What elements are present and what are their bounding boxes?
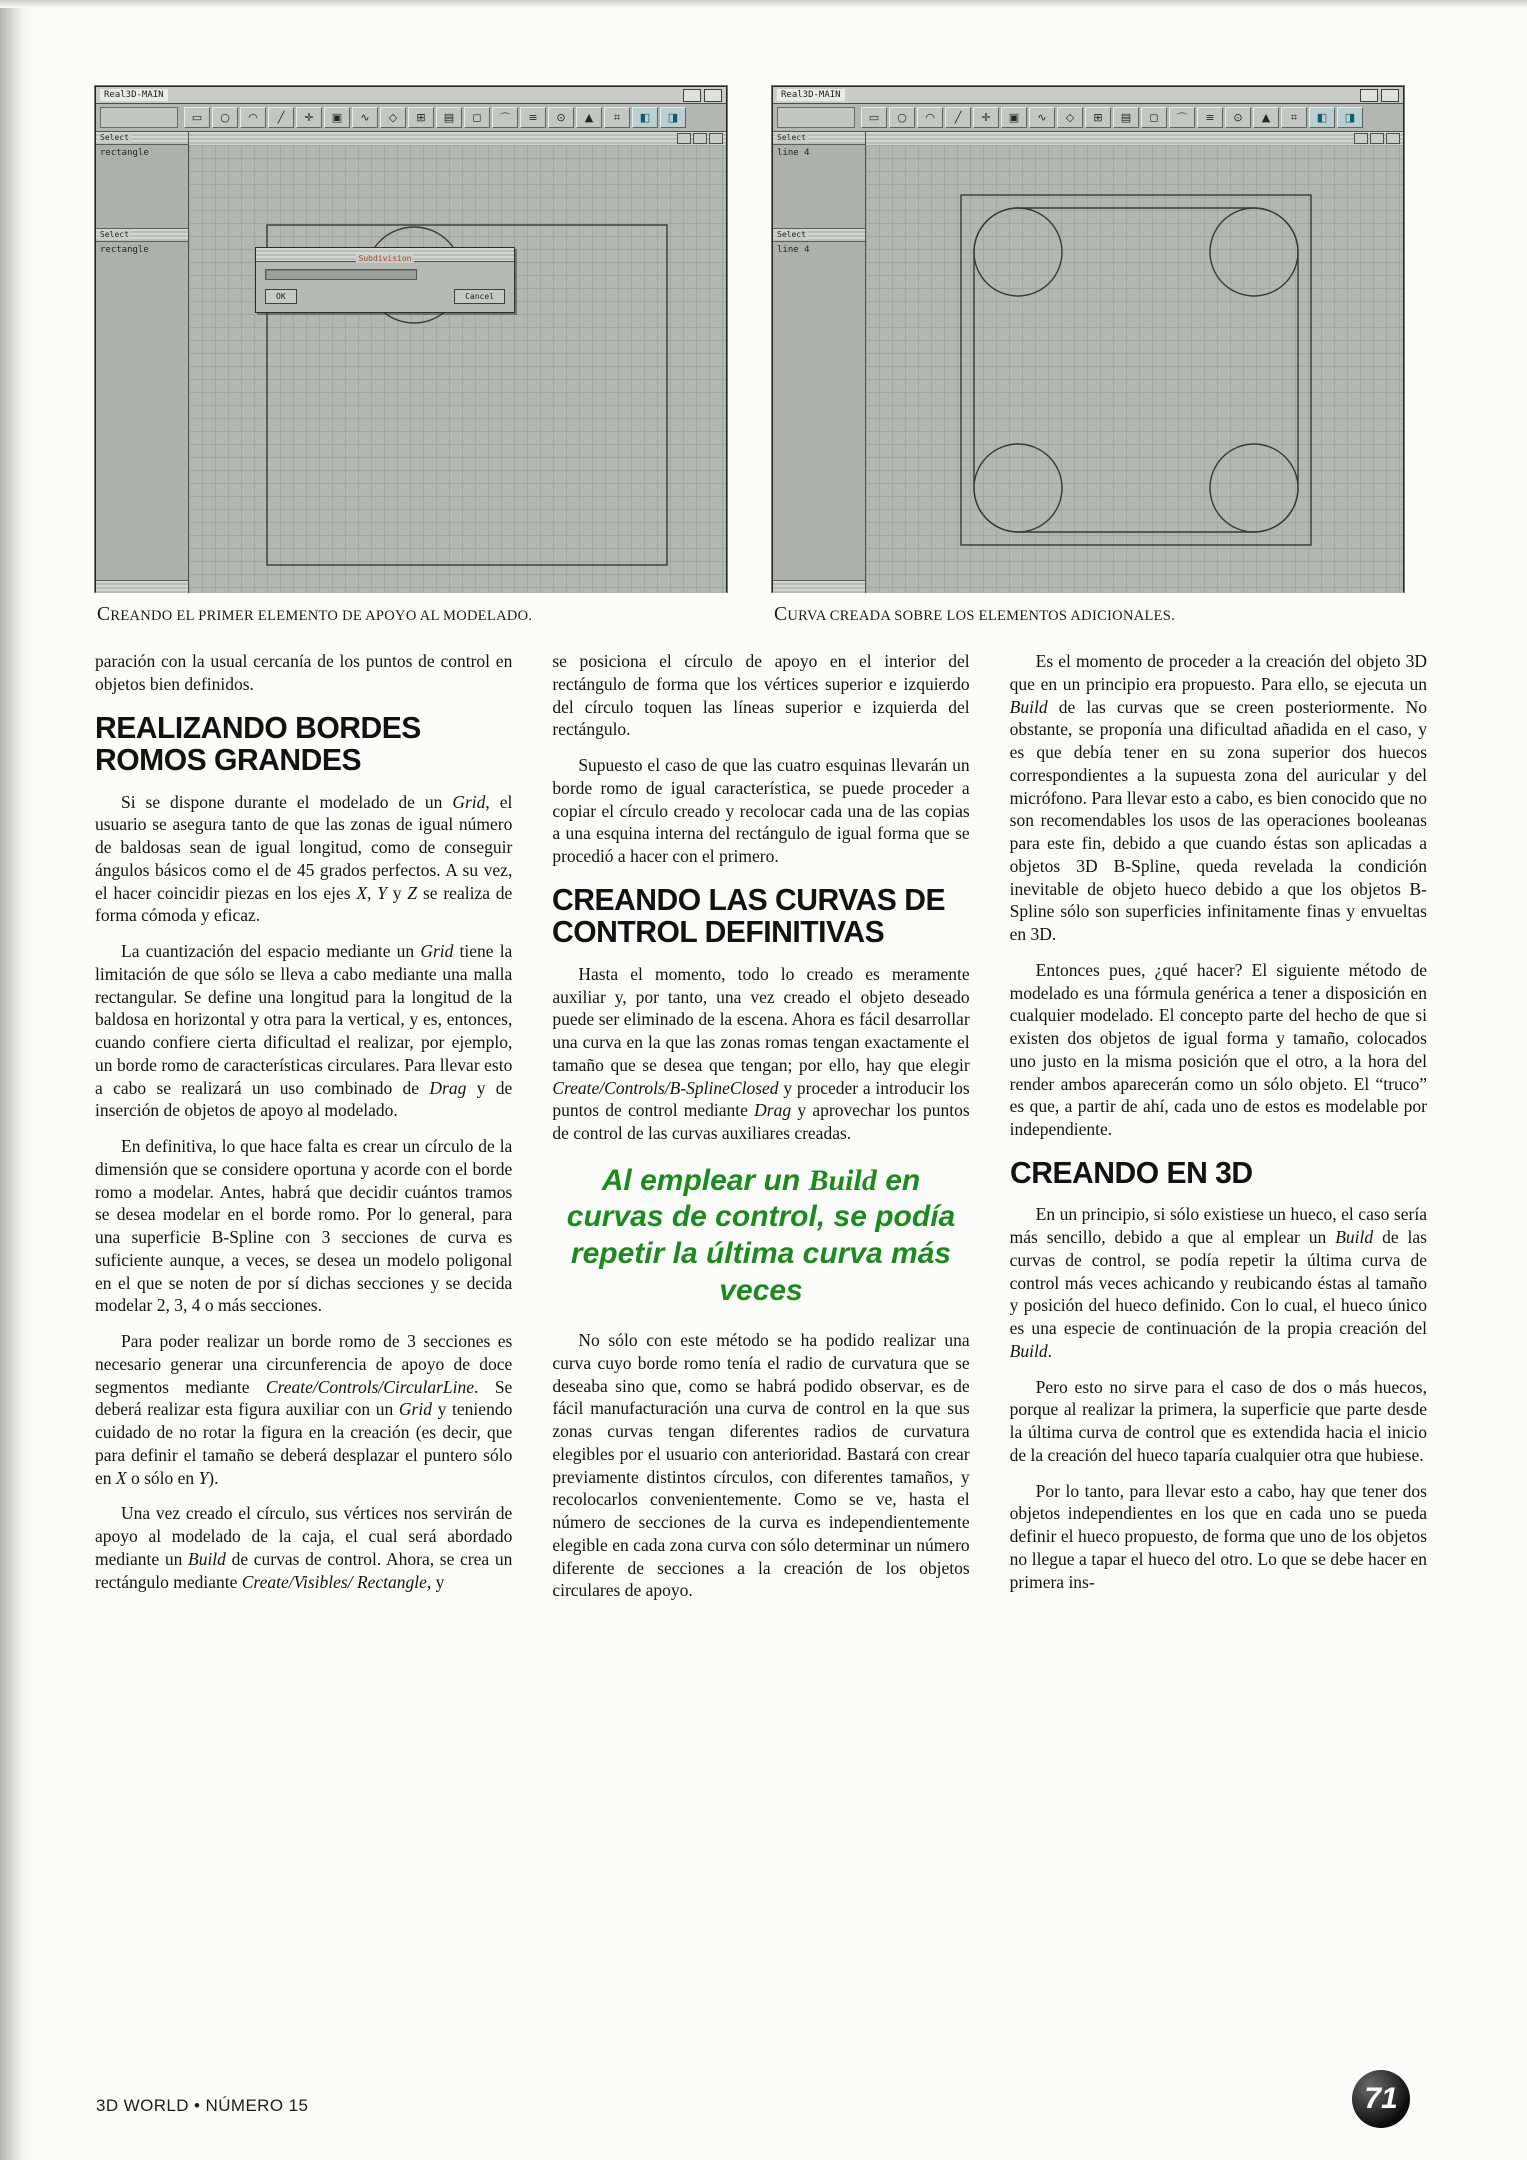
dialog-ok-button: OK bbox=[265, 289, 297, 304]
viewport-gadget-icon bbox=[677, 133, 691, 144]
viewport-gadget-icon bbox=[693, 133, 707, 144]
sidebar bbox=[773, 132, 866, 593]
window-title: Real3D-MAIN bbox=[100, 89, 168, 101]
toolbar-icon: ◇ bbox=[1057, 107, 1083, 128]
viewport bbox=[189, 132, 726, 593]
screenshot-right-window bbox=[772, 86, 1404, 592]
paragraph: Una vez creado el círculo, sus vértices nos servirán de apoyo al modelado de la caja, el cual será abordado mediante un Build de curvas de control. Ahora, se crea un rectángulo mediante Create/Visibles/ Rectangle, y bbox=[95, 1503, 513, 1592]
pull-quote: Al emplear un Build en curvas de control, se podía repetir la última curva más veces bbox=[566, 1163, 956, 1307]
paragraph: Hasta el momento, todo lo creado es meramente auxiliar y, por tanto, una vez creado el objeto deseado puede ser eliminado de la escena. Ahora es fácil desarrollar una curva en la que las zonas romas tengan exactamente el tamaño que se desea que tengan; por ello, hay que elegir Create/Controls/B-SplineClosed y proceder a introducir los puntos de control mediante Drag y aprovechar los puntos de control de las curvas auxiliares creadas. bbox=[552, 963, 970, 1144]
panel-bottom-bar bbox=[96, 580, 188, 593]
panel-item: line 4 bbox=[777, 148, 810, 158]
toolbar-icon: ≡ bbox=[1197, 107, 1223, 128]
toolbar-icon: ≡ bbox=[520, 107, 546, 128]
dialog-window bbox=[255, 247, 515, 313]
paragraph: No sólo con este método se ha podido realizar una curva cuyo borde romo tenía el radio de curvatura que se deseaba sino que, como se habrá podido observar, es de fácil manufacturación una curva de control en la que sus zonas curvas tengan diferentes radios de curvatura elegibles por el usuario con anterioridad. Bastará con crear previamente distintos círculos, con diferentes tamaños, y recolocarlos convenientemente. Como se ve, hasta el número de secciones de la curva es independientemente elegible en cada zona curva con sólo determinar un número diferente de secciones a la creación de los objetos circulares de apoyo. bbox=[552, 1330, 970, 1601]
footer-magazine-title: 3D WORLD • NÚMERO 15 bbox=[96, 2096, 309, 2115]
toolbar-icon: ▲ bbox=[576, 107, 602, 128]
toolbar-icon: ▲ bbox=[1253, 107, 1279, 128]
dialog-titlebar bbox=[256, 248, 514, 262]
paragraph: La cuantización del espacio mediante un Grid tiene la limitación de que sólo se lleva a cabo mediante una malla rectangular. Se define una longitud para la longitud de la baldosa en horizontal y otra para la vertical, y es, entonces, cuando confiere cierta dificultad el realizar, por ejemplo, un borde romo de características circulares. Para llevar esto a cabo se realizará un uso combinado de Drag y de inserción de objetos de apoyo al modelado. bbox=[95, 941, 513, 1121]
paragraph: paración con la usual cercanía de los puntos de control en objetos bien definidos. bbox=[95, 651, 513, 694]
wireframe-drawing bbox=[866, 145, 1403, 593]
hierarchy-panel bbox=[96, 132, 188, 229]
hierarchy-panel bbox=[773, 229, 865, 593]
column-3 bbox=[1010, 650, 1427, 1615]
paragraph: Supuesto el caso de que las cuatro esquinas llevarán un borde romo de igual característica, se puede proceder a copiar el círculo creado y recolocar cada una de las copias a una esquina interna del rectángulo de igual forma que se procedió a hacer con el primero. bbox=[552, 755, 970, 866]
hierarchy-panel bbox=[773, 132, 865, 229]
panel-titlebar bbox=[773, 229, 865, 242]
toolbar-icon: ⊞ bbox=[408, 107, 434, 128]
caption-right: CURVA CREADA SOBRE LOS ELEMENTOS ADICIONALES. bbox=[774, 604, 1176, 625]
article-columns bbox=[95, 650, 1427, 1615]
toolbar-icon: ⌒ bbox=[492, 107, 518, 128]
toolbar-icon: ⊞ bbox=[1085, 107, 1111, 128]
toolbar-icon: ⌒ bbox=[1169, 107, 1195, 128]
paragraph: En un principio, si sólo existiese un hueco, el caso sería más sencillo, debido a que al emplear un Build de las curvas de control, se podía repetir la última curva de control más veces achicando y reubicando éstas al tamaño y posición del hueco definido. Con lo cual, el hueco único es una especie de continuación de la propia creación del Build. bbox=[1009, 1204, 1427, 1361]
toolbar-icon: ▣ bbox=[324, 107, 350, 128]
toolbar-icon: ◠ bbox=[917, 107, 943, 128]
toolbar-icon: ◇ bbox=[380, 107, 406, 128]
column-1 bbox=[95, 650, 512, 1615]
paragraph: Si se dispone durante el modelado de un Grid, el usuario se asegura tanto de que las zonas de igual número de baldosas sean de igual longitud, como de conseguir ángulos básicos como el de 45 grados perfectos. A su vez, el hacer coincidir piezas en los ejes X, Y y Z se realiza de forma cómoda y eficaz. bbox=[95, 791, 513, 926]
column-2 bbox=[552, 650, 969, 1615]
hierarchy-panel bbox=[96, 229, 188, 593]
toolbar-menu-box bbox=[100, 107, 178, 128]
toolbar-icon: ⊙ bbox=[1225, 107, 1251, 128]
toolbar-icon: ⊙ bbox=[548, 107, 574, 128]
toolbar-icon: ╱ bbox=[945, 107, 971, 128]
dialog-buttons bbox=[265, 289, 505, 304]
screenshot-left-window bbox=[95, 86, 727, 592]
viewport-gadget-icon bbox=[1354, 133, 1368, 144]
wireframe-drawing bbox=[189, 145, 726, 593]
toolbar-icon: ◧ bbox=[632, 107, 658, 128]
rounded-bspline-curve bbox=[974, 208, 1298, 532]
toolbar-icon: ○ bbox=[212, 107, 238, 128]
panel-titlebar bbox=[773, 132, 865, 145]
toolbar-icon: ▤ bbox=[1113, 107, 1139, 128]
panel-bottom-bar bbox=[773, 580, 865, 593]
guide-rectangle bbox=[961, 195, 1311, 545]
zoom-gadget-icon bbox=[1381, 89, 1399, 102]
panel-titlebar bbox=[96, 132, 188, 145]
paragraph: Pero esto no sirve para el caso de dos o más huecos, porque al realizar la primera, la superficie que parte desde la última curva de control que es extendida hacia el inicio de la creación del hueco taparía cualquier otra que hubiese. bbox=[1009, 1376, 1427, 1465]
toolbar-icon: ⌗ bbox=[604, 107, 630, 128]
panel-item: rectangle bbox=[100, 148, 149, 158]
panel-title: Select bbox=[777, 230, 806, 239]
toolbar-icon: ◻ bbox=[1141, 107, 1167, 128]
viewport-gadget-icon bbox=[709, 133, 723, 144]
dialog-title: Subdivision bbox=[356, 254, 415, 263]
toolbar-icon: ✛ bbox=[973, 107, 999, 128]
caption-left: CREANDO EL PRIMER ELEMENTO DE APOYO AL MODELADO. bbox=[97, 604, 533, 625]
page-number-badge bbox=[1352, 2070, 1410, 2128]
toolbar-icon: ○ bbox=[889, 107, 915, 128]
section-heading: CREANDO LAS CURVAS DE CONTROL DEFINITIVAS bbox=[552, 881, 946, 950]
toolbar-icon: ◨ bbox=[1337, 107, 1363, 128]
depth-gadget-icon bbox=[1360, 89, 1378, 102]
window-titlebar bbox=[96, 87, 726, 104]
toolbar-icon: ◧ bbox=[1309, 107, 1335, 128]
grid-canvas bbox=[189, 145, 726, 593]
panel-item: rectangle bbox=[100, 245, 149, 255]
scan-edge-shadow bbox=[0, 0, 30, 2160]
sidebar bbox=[96, 132, 189, 593]
paragraph: Para poder realizar un borde romo de 3 secciones es necesario generar una circunferencia de apoyo de doce segmentos mediante Create/Controls/CircularLine. Se deberá realizar esta figura auxiliar con un Grid y teniendo cuidado de no rotar la figura en la creación (es decir, que para definir el tamaño se deberá desplazar el puntero sólo en X o sólo en Y). bbox=[95, 1331, 513, 1488]
window-title: Real3D-MAIN bbox=[777, 89, 845, 101]
viewport-gadget-icon bbox=[1386, 133, 1400, 144]
toolbar-icon: ▣ bbox=[1001, 107, 1027, 128]
panel-title: Select bbox=[100, 230, 129, 239]
panel-title: Select bbox=[100, 133, 129, 142]
zoom-gadget-icon bbox=[704, 89, 722, 102]
viewport-gadget-icon bbox=[1370, 133, 1384, 144]
toolbar-icon: ▭ bbox=[184, 107, 210, 128]
page-number: 71 bbox=[1364, 2082, 1398, 2115]
toolbar-icon: ∿ bbox=[352, 107, 378, 128]
section-heading: REALIZANDO BORDES ROMOS GRANDES bbox=[95, 709, 421, 778]
paragraph: Es el momento de proceder a la creación del objeto 3D que en un principio era propuesto. Para ello, se ejecuta un Build de las curvas que se creen posteriormente. No obstante, se proponía una dificultad añadida en el caso, y es que debía tener en su zona superior dos huecos correspondientes a la supuesta zona del auricular y del micrófono. Para llevar esto a cabo, es bien conocido que no son recomendables los usos de las operaciones booleanas para este fin, debido a que cuando éstas son aplicadas a objetos 3D B-Spline, queda revelada la condición inevitable de objeto hueco debido a que los objetos B-Spline sólo son superficies infinitamente finas y envueltas en 3D. bbox=[1009, 651, 1427, 944]
paragraph: Entonces pues, ¿qué hacer? El siguiente método de modelado es una fórmula genérica a tener a disposición en cualquier modelado. El concepto parte del hecho de que si existen dos objetos de igual forma y tamaño, colocados uno justo en la misma posición que el otro, a la hora del render ambos aparecerán como un sólo objeto. El “truco” es que, a partir de ahí, cada uno de estos es modelable por independiente. bbox=[1009, 959, 1427, 1139]
toolbar bbox=[773, 104, 1403, 132]
toolbar-icon: ▤ bbox=[436, 107, 462, 128]
toolbar bbox=[96, 104, 726, 132]
panel-titlebar bbox=[96, 229, 188, 242]
viewport-titlebar bbox=[866, 132, 1403, 146]
toolbar-icon: ✛ bbox=[296, 107, 322, 128]
paragraph: En definitiva, lo que hace falta es crear un círculo de la dimensión que se considere oportuna y acorde con el borde romo a modelar. Antes, habrá que decidir cuántos tramos se desea modelar en el borde romo. Por lo general, para una superficie B-Spline con 3 secciones de curva es suficiente aunque, a veces, se desea un modelo poligonal en el que se noten de por sí dichas secciones y se decida modelar 2, 3, 4 o más secciones. bbox=[95, 1136, 513, 1316]
viewport-titlebar bbox=[189, 132, 726, 146]
section-heading: CREANDO EN 3D bbox=[1009, 1154, 1253, 1190]
dialog-body bbox=[256, 262, 514, 312]
viewport bbox=[866, 132, 1403, 593]
scan-top-shadow bbox=[0, 0, 1527, 8]
paragraph: se posiciona el círculo de apoyo en el interior del rectángulo de forma que los vértices superior e izquierdo del círculo toquen las líneas superior e izquierda del rectángulo. bbox=[552, 651, 970, 740]
toolbar-icon: ▭ bbox=[861, 107, 887, 128]
window-titlebar bbox=[773, 87, 1403, 104]
toolbar-icon: ╱ bbox=[268, 107, 294, 128]
dialog-cancel-button: Cancel bbox=[454, 289, 505, 304]
paragraph: Por lo tanto, para llevar esto a cabo, hay que tener dos objetos independientes en los que en cada uno se pueda definir el hueco propuesto, de forma que uno de los objetos no llegue a tapar el hueco del otro. Lo que se debe hacer en primera ins- bbox=[1009, 1480, 1427, 1592]
grid-canvas bbox=[866, 145, 1403, 593]
toolbar-icon: ⌗ bbox=[1281, 107, 1307, 128]
toolbar-menu-box bbox=[777, 107, 855, 128]
panel-title: Select bbox=[777, 133, 806, 142]
depth-gadget-icon bbox=[683, 89, 701, 102]
dialog-input-field bbox=[265, 269, 417, 280]
toolbar-icon: ∿ bbox=[1029, 107, 1055, 128]
panel-item: line 4 bbox=[777, 245, 810, 255]
toolbar-icon: ◻ bbox=[464, 107, 490, 128]
toolbar-icon: ◨ bbox=[660, 107, 686, 128]
toolbar-icon: ◠ bbox=[240, 107, 266, 128]
